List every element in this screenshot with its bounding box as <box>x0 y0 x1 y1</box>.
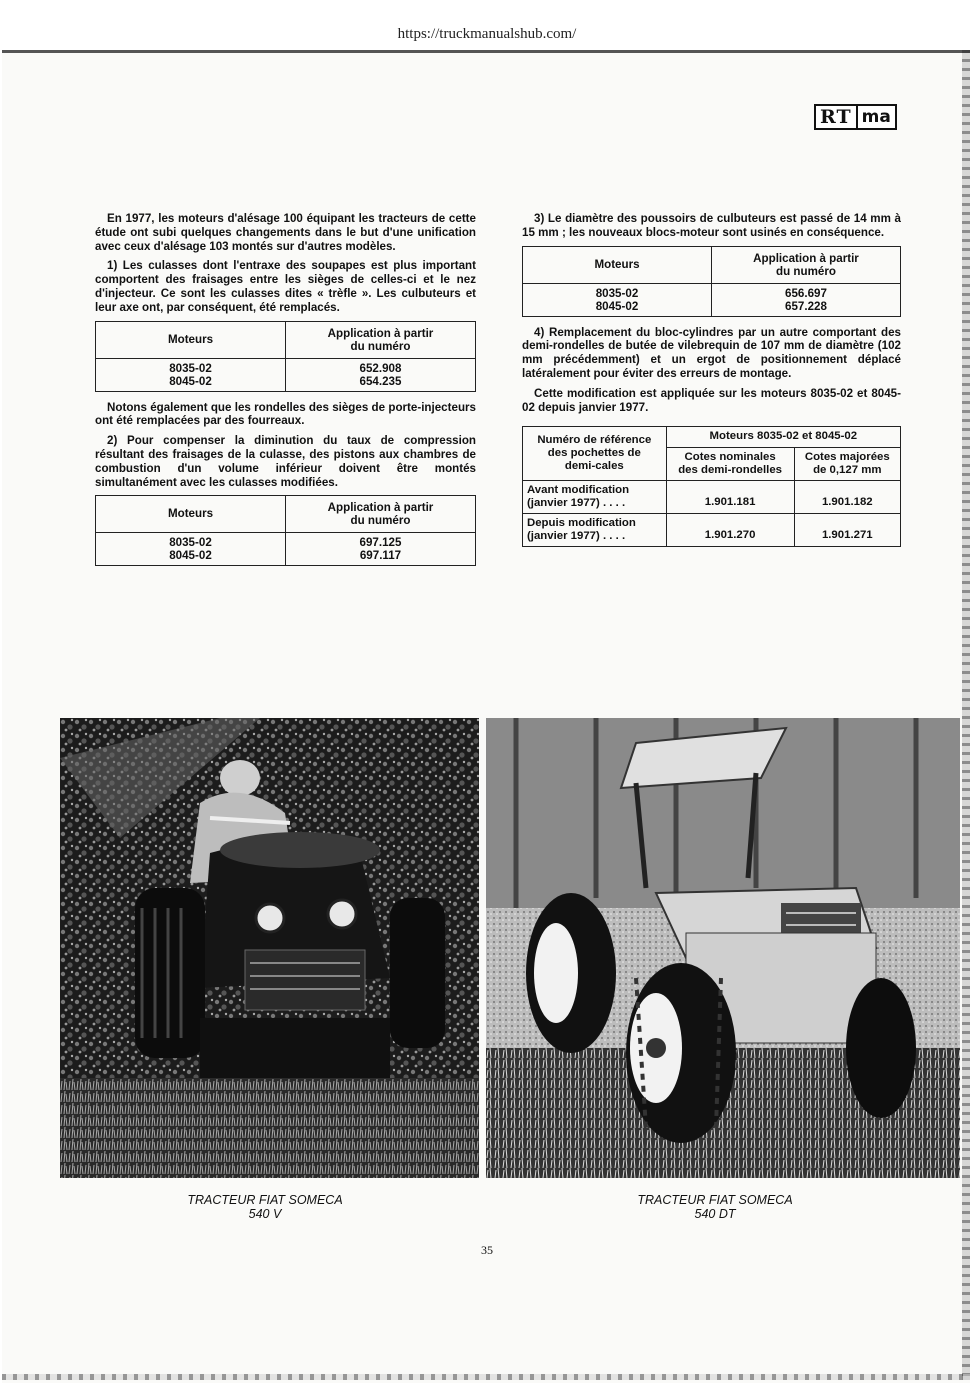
right-column <box>522 212 901 556</box>
table-cell-moteurs: 8035-02 8045-02 <box>96 358 286 391</box>
table-culasses <box>95 321 476 392</box>
table-cell-numeros: 656.697 657.228 <box>712 283 901 316</box>
rtma-logo <box>814 104 897 130</box>
row-label: Depuis modification (janvier 1977) . . . . <box>523 514 667 547</box>
table-cell-moteurs: 8035-02 8045-02 <box>96 533 286 566</box>
table-header-nominal: Cotes nominales des demi-rondelles <box>666 448 794 481</box>
item-1-paragraph: 1) Les culasses dont l'entraxe des soupapes est plus important comportent des fraisages entre les sièges de celles-ci et le nez d'injecteur. Ce sont les culasses dites « trèfle ». Les culbuteurs et leur axe ont, par conséquent, été remplacés. <box>95 259 476 314</box>
page-number: 35 <box>481 1243 493 1257</box>
table-header-reference: Numéro de référence des pochettes de demi-cales <box>523 427 667 481</box>
table-header-moteurs: Moteurs <box>96 321 286 358</box>
logo-rt: RT <box>816 106 858 128</box>
caption-540dt: TRACTEUR FIAT SOMECA 540 DT <box>637 1193 793 1221</box>
cell-majoree: 1.901.182 <box>794 481 900 514</box>
note-paragraph: Notons également que les rondelles des sièges de porte-injecteurs ont été remplacées par des fourreaux. <box>95 400 476 428</box>
item-4b-paragraph: Cette modification est appliquée sur les moteurs 8035-02 et 8045-02 depuis janvier 1977. <box>522 386 901 414</box>
tractor-540v-photo <box>60 718 479 1178</box>
torn-edge-right <box>962 50 970 1380</box>
table-cell-moteurs: 8035-02 8045-02 <box>523 283 712 316</box>
tractor-540v-image <box>60 718 479 1178</box>
left-column <box>95 212 476 575</box>
table-header-application: Application à partir du numéro <box>286 321 476 358</box>
table-row <box>523 514 901 547</box>
table-header-majoree: Cotes majorées de 0,127 mm <box>794 448 900 481</box>
item-2-paragraph: 2) Pour compenser la diminution du taux de compression résultant des fraisages de la culasse, des pistons aux chambres de combustion d'un volume inférieur doivent être montés simultanément avec les culasses modifiées. <box>95 434 476 489</box>
row-label: Avant modification (janvier 1977) . . . . <box>523 481 667 514</box>
source-url: https://truckmanualshub.com/ <box>397 26 577 42</box>
table-cell-numeros: 697.125 697.117 <box>286 533 476 566</box>
table-demi-cales <box>522 426 901 547</box>
table-header-application: Application à partir du numéro <box>286 496 476 533</box>
table-poussoirs <box>522 246 901 317</box>
intro-paragraph: En 1977, les moteurs d'alésage 100 équipant les tracteurs de cette étude ont subi quelques changements dans le but d'une unification avec ceux d'alésage 103 montés sur d'autres modèles. <box>95 212 476 253</box>
cell-nominal: 1.901.270 <box>666 514 794 547</box>
table-row <box>523 481 901 514</box>
table-header-moteurs: Moteurs <box>523 246 712 283</box>
table-header-group: Moteurs 8035-02 et 8045-02 <box>666 427 900 448</box>
table-header-application: Application à partir du numéro <box>712 246 901 283</box>
logo-ma: ma <box>858 106 895 128</box>
caption-540v: TRACTEUR FIAT SOMECA 540 V <box>187 1193 343 1221</box>
table-header-moteurs: Moteurs <box>96 496 286 533</box>
cell-majoree: 1.901.271 <box>794 514 900 547</box>
cell-nominal: 1.901.181 <box>666 481 794 514</box>
item-3-paragraph: 3) Le diamètre des poussoirs de culbuteurs est passé de 14 mm à 15 mm ; les nouveaux blocs-moteur sont usinés en conséquence. <box>522 212 901 239</box>
torn-edge-bottom <box>2 1374 970 1380</box>
table-pistons <box>95 495 476 566</box>
item-4-paragraph: 4) Remplacement du bloc-cylindres par un autre comportant des demi-rondelles de butée de vilebrequin de 107 mm de diamètre (102 mm précédemment) et un ergot de positionnement déplacé latéralement pour éviter des erreurs de montage. <box>522 325 901 380</box>
tractor-540dt-image <box>486 718 960 1178</box>
table-cell-numeros: 652.908 654.235 <box>286 358 476 391</box>
tractor-540dt-photo <box>486 718 960 1178</box>
